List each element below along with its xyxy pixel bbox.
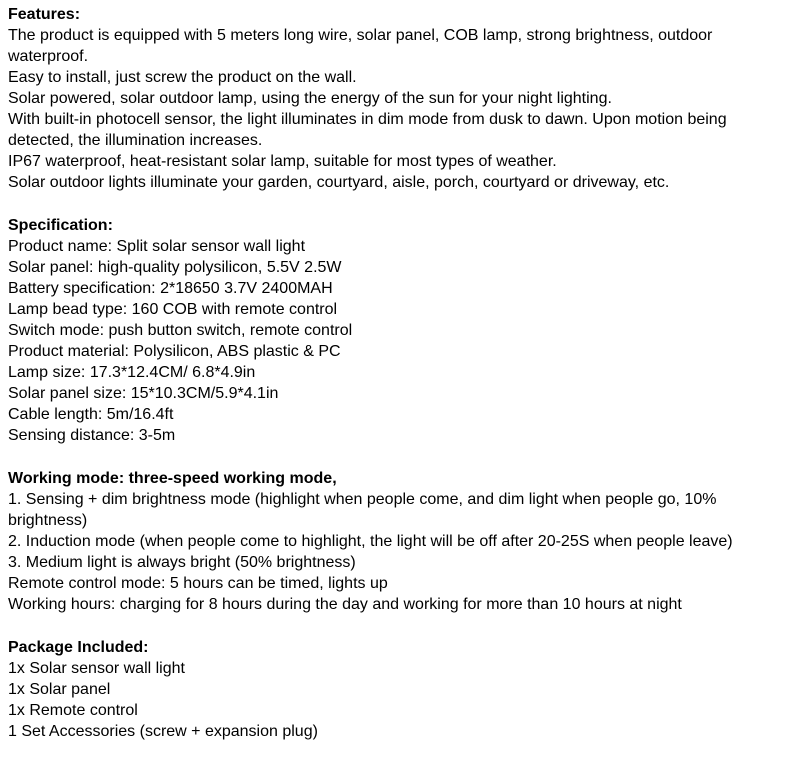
working-mode-heading: Working mode: three-speed working mode, (8, 470, 337, 487)
package-included-heading: Package Included: (8, 639, 149, 656)
mode-line: Remote control mode: 5 hours can be timed, lights up (8, 575, 388, 592)
spec-line: Product material: Polysilicon, ABS plastic & PC (8, 343, 341, 360)
specification-heading: Specification: (8, 217, 113, 234)
section-features (8, 4, 796, 193)
feature-line: Solar outdoor lights illuminate your garden, courtyard, aisle, porch, courtyard or driveway, etc. (8, 174, 670, 191)
mode-line: 2. Induction mode (when people come to highlight, the light will be off after 20-25S when people leave) (8, 533, 733, 550)
spec-line: Lamp bead type: 160 COB with remote control (8, 301, 338, 318)
package-line: 1x Remote control (8, 702, 138, 719)
mode-line: Working hours: charging for 8 hours during the day and working for more than 10 hours at night (8, 596, 682, 613)
mode-line: 3. Medium light is always bright (50% brightness) (8, 554, 356, 571)
feature-line: Solar powered, solar outdoor lamp, using the energy of the sun for your night lighting. (8, 90, 612, 107)
spec-line: Cable length: 5m/16.4ft (8, 406, 174, 423)
feature-line: IP67 waterproof, heat-resistant solar lamp, suitable for most types of weather. (8, 153, 557, 170)
spec-line: Lamp size: 17.3*12.4CM/ 6.8*4.9in (8, 364, 256, 381)
spec-line: Battery specification: 2*18650 3.7V 2400MAH (8, 280, 333, 297)
section-package-included (8, 637, 796, 742)
feature-line: With built-in photocell sensor, the light illuminates in dim mode from dusk to dawn. Upon motion being detected, the illumination increases. (8, 111, 727, 149)
section-working-mode (8, 468, 796, 615)
package-line: 1x Solar sensor wall light (8, 660, 185, 677)
feature-line: Easy to install, just screw the product on the wall. (8, 69, 357, 86)
spec-line: Switch mode: push button switch, remote control (8, 322, 353, 339)
features-heading: Features: (8, 6, 81, 23)
package-line: 1 Set Accessories (screw + expansion plug) (8, 723, 318, 740)
spec-line: Solar panel: high-quality polysilicon, 5.5V 2.5W (8, 259, 342, 276)
spec-line: Solar panel size: 15*10.3CM/5.9*4.1in (8, 385, 279, 402)
spec-line: Product name: Split solar sensor wall light (8, 238, 306, 255)
feature-line: The product is equipped with 5 meters long wire, solar panel, COB lamp, strong brightness, outdoor waterproof. (8, 27, 713, 65)
mode-line: 1. Sensing + dim brightness mode (highlight when people come, and dim light when people go, 10% brightness) (8, 491, 717, 529)
section-specification (8, 215, 796, 446)
spec-line: Sensing distance: 3-5m (8, 427, 176, 444)
package-line: 1x Solar panel (8, 681, 111, 698)
